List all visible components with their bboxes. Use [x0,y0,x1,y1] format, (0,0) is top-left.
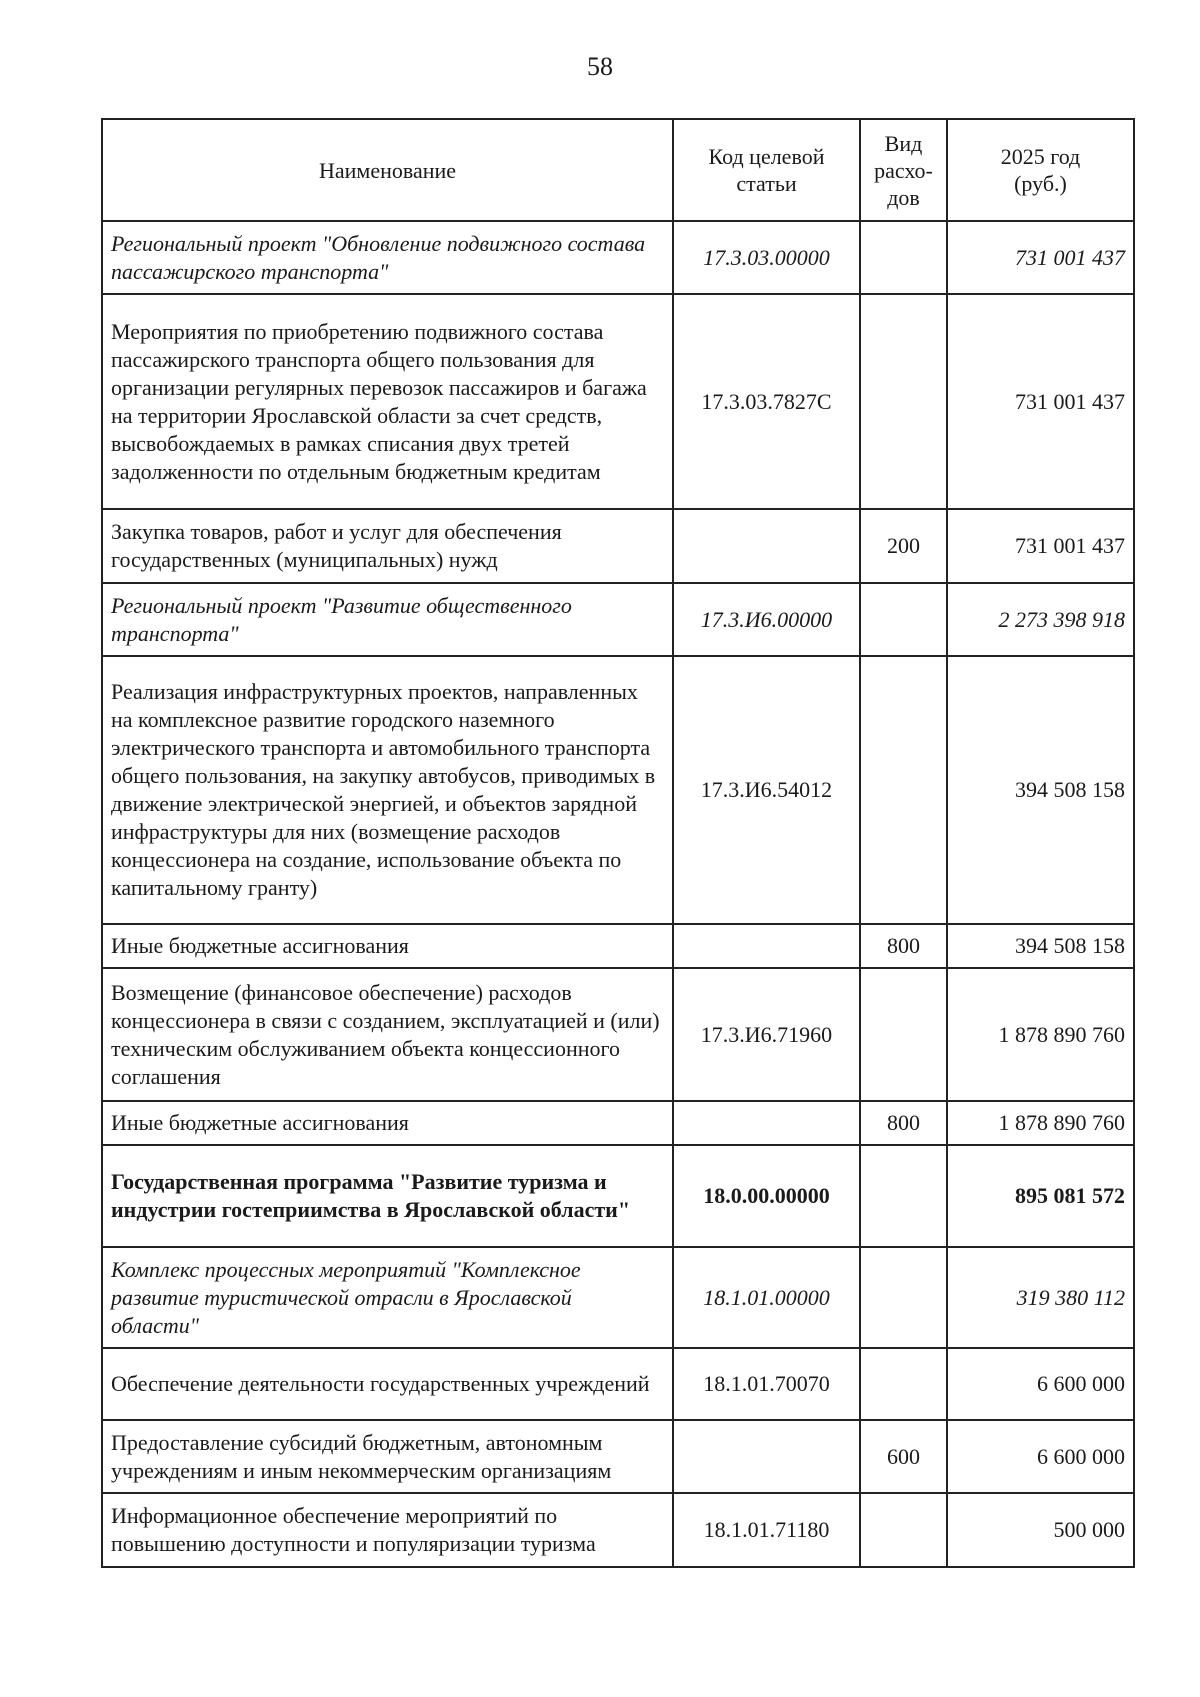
table-row [102,968,1134,1101]
header-kind: Вид расхо-дов [860,119,947,221]
cell-code [673,509,860,583]
cell-code [673,1101,860,1145]
cell-name: Мероприятия по приобретению подвижного состава пассажирского транспорта общего пользования для организации регулярных перевозок пассажиров и багажа на территории Ярославской области за счет средств, высвобождаемых в рамках списания двух третей задолженности по отдельным бюджетным кредитам [102,294,673,509]
cell-amount: 394 508 158 [947,924,1134,968]
table-row [102,294,1134,509]
cell-amount: 731 001 437 [947,509,1134,583]
cell-name: Информационное обеспечение мероприятий по повышению доступности и популяризации туризма [102,1493,673,1567]
table-row [102,1493,1134,1567]
cell-kind: 200 [860,509,947,583]
cell-name: Региональный проект "Обновление подвижного состава пассажирского транспорта" [102,221,673,294]
table-row [102,656,1134,924]
table-row [102,1247,1134,1348]
cell-amount: 731 001 437 [947,221,1134,294]
header-name: Наименование [102,119,673,221]
cell-name: Иные бюджетные ассигнования [102,1101,673,1145]
table-row [102,1101,1134,1145]
cell-amount: 895 081 572 [947,1145,1134,1247]
cell-kind [860,583,947,656]
table-row [102,221,1134,294]
cell-kind [860,294,947,509]
header-row [102,119,1134,221]
cell-kind [860,1348,947,1420]
cell-name: Государственная программа "Развитие туризма и индустрии гостеприимства в Ярославской области" [102,1145,673,1247]
cell-name: Обеспечение деятельности государственных учреждений [102,1348,673,1420]
cell-code: 17.3.И6.00000 [673,583,860,656]
table-row [102,1145,1134,1247]
cell-code: 17.3.03.00000 [673,221,860,294]
table-row [102,583,1134,656]
cell-amount: 2 273 398 918 [947,583,1134,656]
table-row [102,1348,1134,1420]
cell-code: 18.0.00.00000 [673,1145,860,1247]
cell-kind [860,656,947,924]
cell-amount: 6 600 000 [947,1420,1134,1493]
cell-kind: 800 [860,924,947,968]
cell-name: Комплекс процессных мероприятий "Комплексное развитие туристической отрасли в Ярославской области" [102,1247,673,1348]
cell-amount: 319 380 112 [947,1247,1134,1348]
cell-amount: 1 878 890 760 [947,968,1134,1101]
cell-amount: 731 001 437 [947,294,1134,509]
cell-name: Возмещение (финансовое обеспечение) расходов концессионера в связи с созданием, эксплуатацией и (или) техническим обслуживанием объекта концессионного соглашения [102,968,673,1101]
cell-kind [860,1247,947,1348]
cell-code [673,1420,860,1493]
page-number: 58 [587,52,613,81]
cell-amount: 6 600 000 [947,1348,1134,1420]
header-amount: 2025 год (руб.) [947,119,1134,221]
table-row [102,509,1134,583]
cell-code: 18.1.01.71180 [673,1493,860,1567]
table-row [102,1420,1134,1493]
cell-name: Региональный проект "Развитие общественного транспорта" [102,583,673,656]
header-code: Код целевой статьи [673,119,860,221]
cell-name: Реализация инфраструктурных проектов, направленных на комплексное развитие городского наземного электрического транспорта и автомобильного транспорта общего пользования, на закупку автобусов, приводимых в движение электрической энергией, и объектов зарядной инфраструктуры для них (возмещение расходов концессионера на создание, использование объекта по капитальному гранту) [102,656,673,924]
cell-code [673,924,860,968]
cell-kind [860,1493,947,1567]
cell-name: Предоставление субсидий бюджетным, автономным учреждениям и иным некоммерческим организациям [102,1420,673,1493]
cell-name: Иные бюджетные ассигнования [102,924,673,968]
cell-name: Закупка товаров, работ и услуг для обеспечения государственных (муниципальных) нужд [102,509,673,583]
cell-code: 18.1.01.00000 [673,1247,860,1348]
cell-code: 17.3.03.7827С [673,294,860,509]
cell-amount: 500 000 [947,1493,1134,1567]
cell-code: 17.3.И6.54012 [673,656,860,924]
budget-table [101,118,1135,1568]
cell-code: 18.1.01.70070 [673,1348,860,1420]
cell-kind [860,1145,947,1247]
table-row [102,924,1134,968]
cell-kind: 600 [860,1420,947,1493]
cell-kind [860,221,947,294]
cell-amount: 1 878 890 760 [947,1101,1134,1145]
cell-kind: 800 [860,1101,947,1145]
cell-amount: 394 508 158 [947,656,1134,924]
cell-code: 17.3.И6.71960 [673,968,860,1101]
cell-kind [860,968,947,1101]
table-body [102,221,1134,1567]
